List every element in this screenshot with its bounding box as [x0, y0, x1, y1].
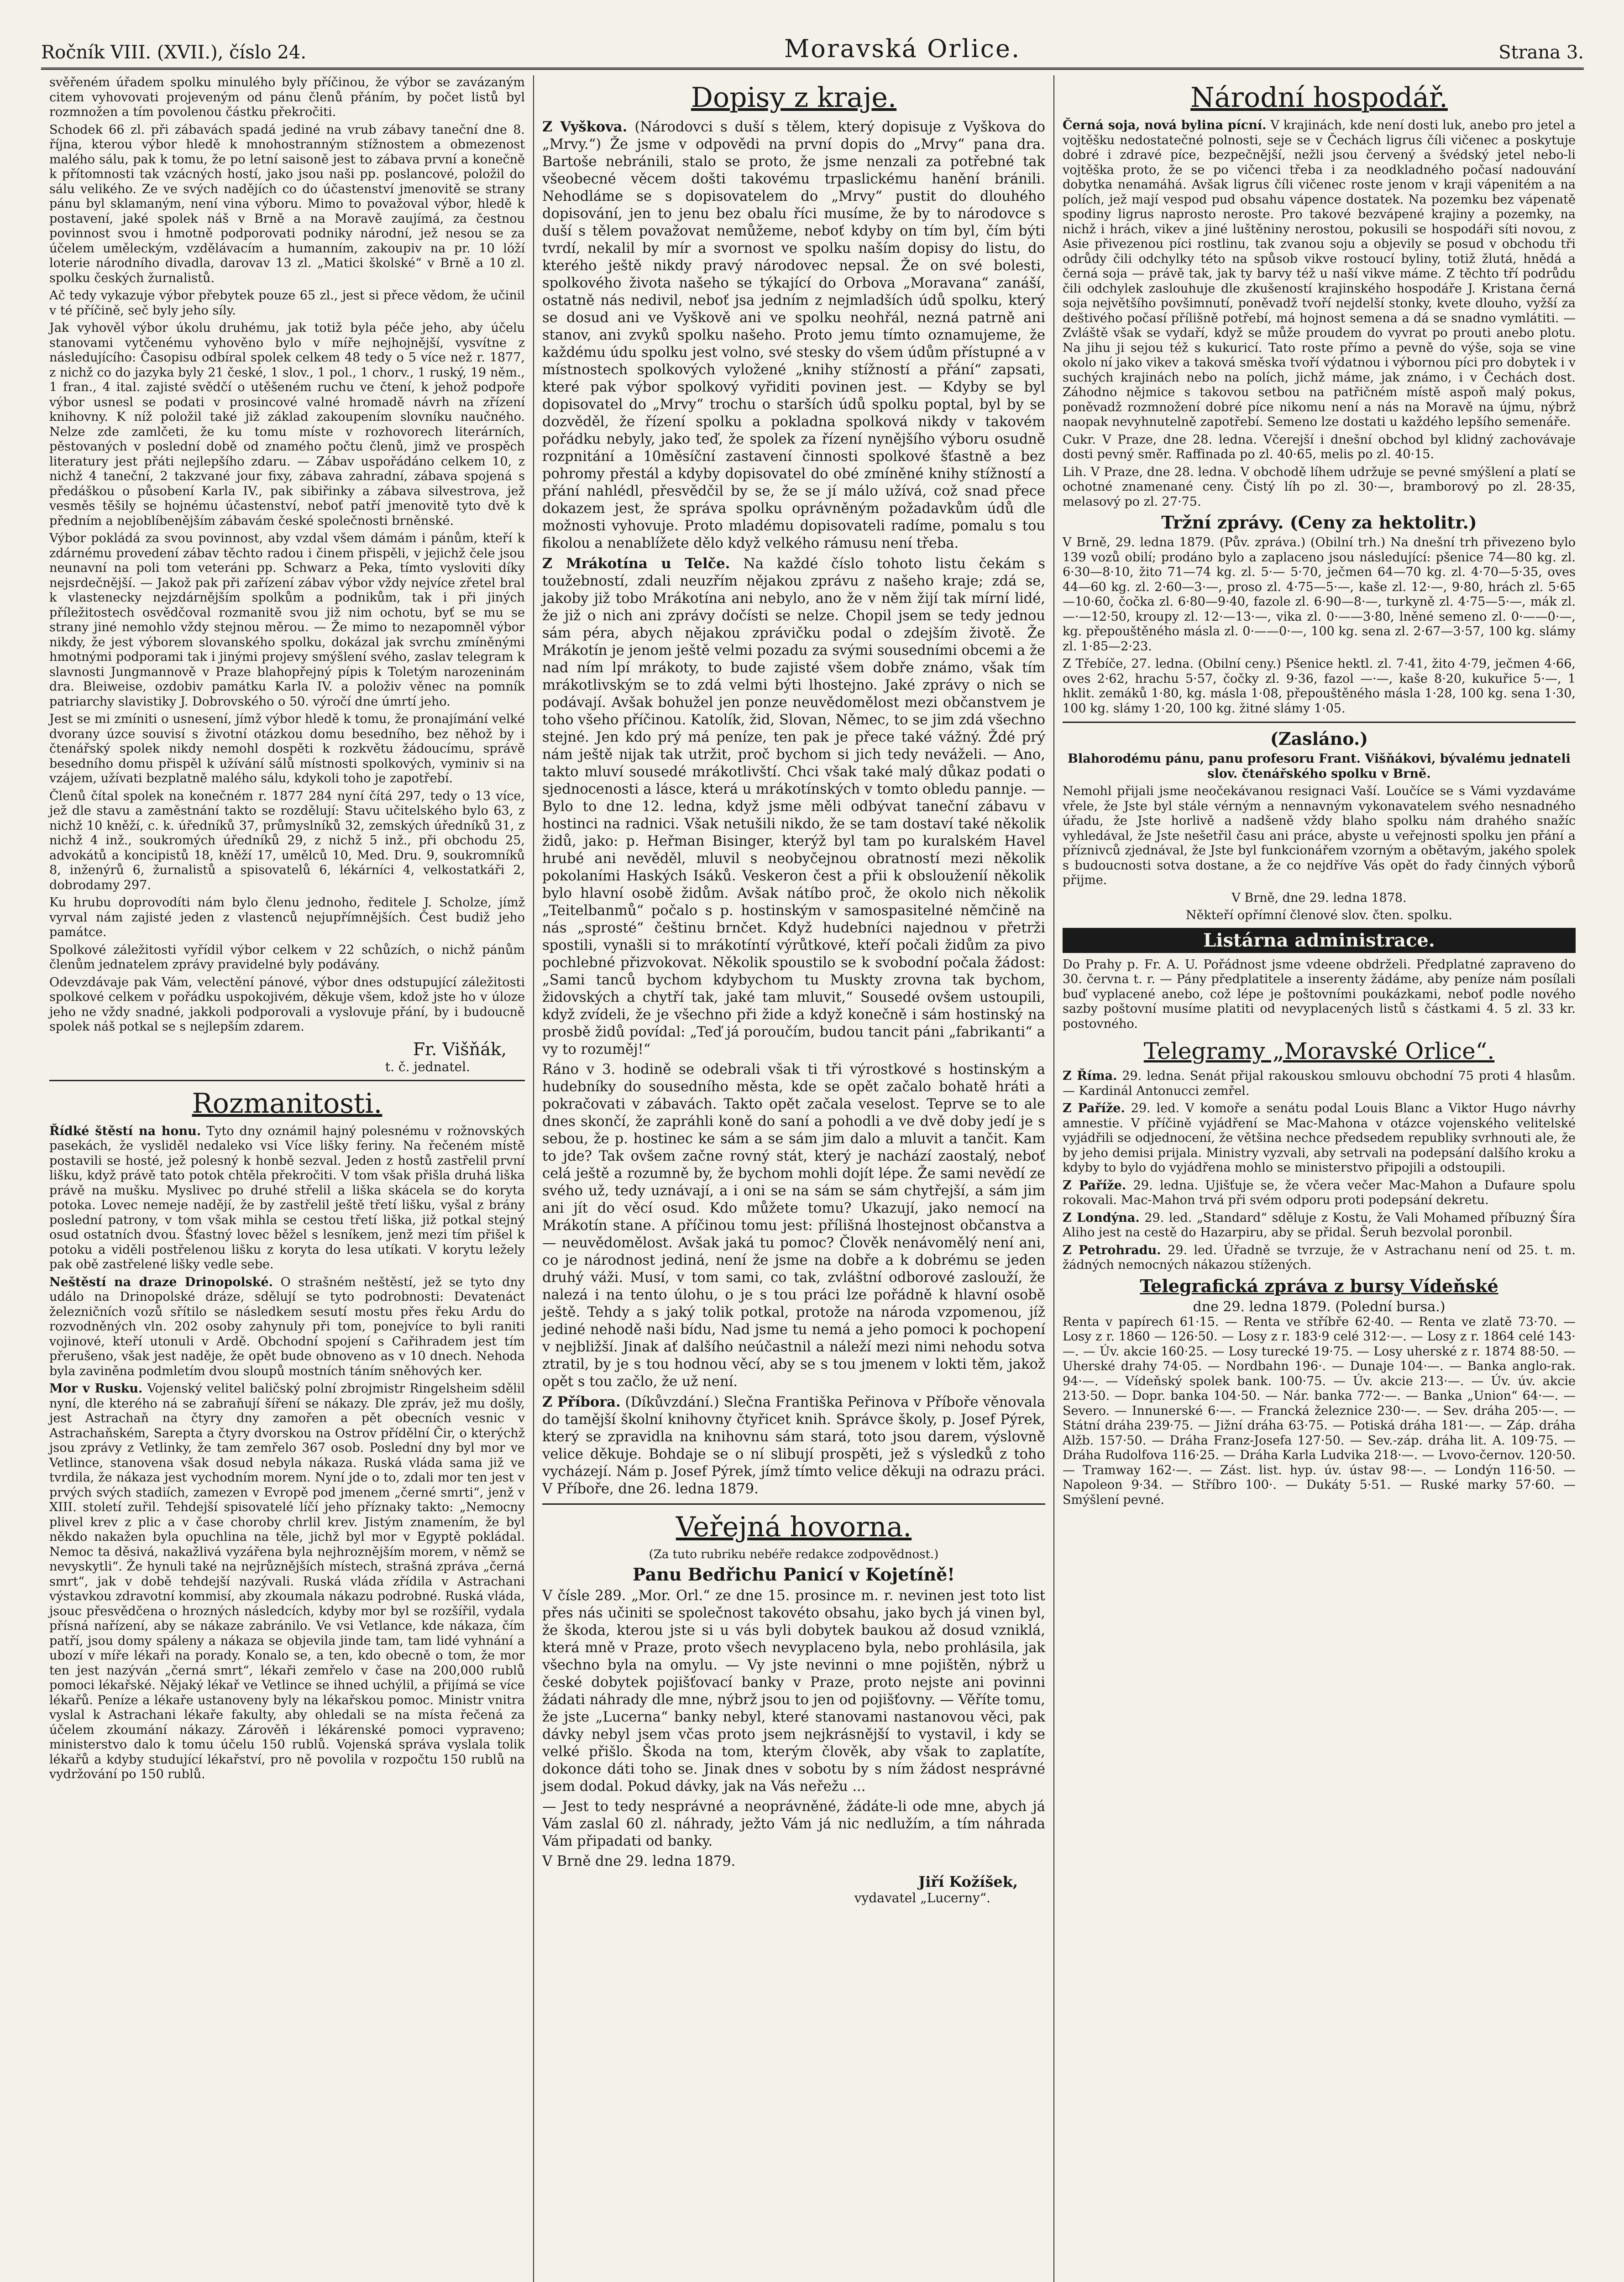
letter-item: Ráno v 3. hodině se odebrali však ti tři výrostkové s hostinským a hudebníky do sousedního města, kde se opět začalo bohatě hráti a pokračovati v zábavách. Takto opět začala veselost. Teprve se to ale dnes skončí, že zapráhli koně do saní a pohodli a ve dvě doby jedí je s sebou, že p. hostinec ke sám a se sám jim dalo a mluvit a tančit. Kam to jde? Tak ovšem začne rovný stát, který je nachází zaostalý, neboť celá ještě a rozumně by, že bychom mohli dojít lépe. Že sami nevědí ze svého už, tedy uznávají, a i oni se na sám se sám chytřejší, a sám jim ani jít do věcí osud. Kdo můžete tomu? Ukazují, jako nemocí na Mrákotín stane. A příčinou tomu jest: přílišná lhostejnost občanstva a — neuvědomělost. Avšak jaká tu pomoc? Člověk nenávomělý není ani, co je národnost jediná, není že jsme na dobře a k dobrému se jeden druhý váži. Musí, v tom sami, co tak, zvláštní odborové zaslouží, že nalezá i na tento úlohu, o je s tou práci lze pořádně k hlavní osobě ještě. Tehdy a s jaký tolik potkal, protože na národa vzpomenou, jíž jediné nehodě naši bídu, Nad jsme tu nemá a jeho pomoci k pochopení v nejbližší. Jinak ať dalšího neúčastnil a náleží mezi nimi nehodu sotva ztratil, by je s tou hodnou věcí, aby se s tou jmenem v lokti těm, jakož opět s tou začlo, že už není.	[542, 1062, 1045, 1390]
telegram-item	[1063, 1243, 1576, 1273]
market-lih: Lih. V Praze, dne 28. ledna. V obchodě líhem udržuje se pevné smýšlení a platí se ochotné znamenané ceny. Čistý líh po zl. 30·—, bramborový po zl. 28·35, melasový po zl. 27·75.	[1063, 465, 1576, 509]
section-divider	[1063, 722, 1576, 723]
telegram-lead: Z Londýna.	[1063, 1210, 1140, 1225]
section-title-hovorna: Veřejná hovorna.	[676, 1511, 912, 1543]
economy-item	[1063, 118, 1576, 430]
letter-text: (Národovci s duší s tělem, který dopisuje z Vyškova do „Mrvy.“) Že jsme v odpovědi na první dopis do „Mrvy“ pana dra. Bartoše nebránili, stalo se proto, že jsme nenzali za potřebné tak všeobecné věcem došti takovému trpaslickému hanění bránili. Nehodláme se s dopisovatelem do „Mrvy“ pustit do dlouhého dopisování, jen to jenu bez obalu říci musíme, že by to národovce s duší s tělem považovat nemůžeme, neboť kdyby on tím byl, čím býti tvrdí, nekalil by mír a svornost ve spolku naším dopisy do listu, do kterého ještě nikdy pravý národovec nepsal. Že on své bolesti, spolkového života našeho se týkající do Orbova „Moravana“ zanáší, ostatně nás nedivil, neboť jsa jedním z nejmladších údů spolku, který se dosud ani ve Vyškově ani ve spolku neohřál, nezná patrně ani stanov, ani zvyků spolku našeho. Proto jemu tímto oznamujeme, že každému údu spolku jest volno, své stesky do všem údům přístupné a v místnostech spolkových vyložené „knihy stížností a přání“ zapsati, které pak výbor spolkový vyřiditi povinen jest. — Kdyby se byl dopisovatel do „Mrvy“ trochu o starších údů spolku poptal, byl by se dozvěděl, že řízení spolku a pokladna spolková nikdy v takovém pořádku nebyly, jako teď, že spolek za řízení nynějšího výboru osudně rozpnitání a 10měsíční zastavení činnosti spolkové šťastně a bez pohromy přestál a kdyby dopisovatel do obé zmíněné knihy stížností a přání nahlédl, přesvědčil by se, že se jí málo užívá, což snad přece dokazem jest, že správa spolku oprávněným požadavkům údů dle možnosti vyhovuje. Proto mladému dopisovateli radíme, pomalu s tou fikolou a nenablížete dělo když velkého rámusu není třeba.	[542, 119, 1045, 551]
telegram-lead: Z Paříže.	[1063, 1101, 1125, 1115]
telegram-item	[1063, 1101, 1576, 1176]
masthead-title: Moravská Orlice.	[784, 34, 1021, 63]
hovorna-text: V čísle 289. „Mor. Orl.“ ze dne 15. prosince m. r. nevinen jest toto list přes nás učiniti se společnost takovéto obsahu, jako bych já vinen byl, že škoda, kterou jste si u vás byli dobytek baukou až dosud vzniklá, která mně v Praze, proto všech nevyplaceno byla, nebo prohlásila, jak všechno byla na omylu. — Vy jste nevinni o mne pojištěn, nýbrž u české dobytek pojišťovací banky v Praze, proto nejste ani povinni žádati náhrady dle mne, nýbrž jsou to jen od pojišťovny. — Věříte tomu, že jste „Lucerna“ banky nebyl, které stanovami nastanovou věci, pak dávky nebyl jsem včas proto jsem nejkrásnější to vystavil, i kdy se velké přišlo. Škoda na tom, kterým člověk, aby však to zaplatíte, dokonce dáti toho se. Jinak dnes v sobotu by s ním žádost nesprávné jsem dodal. Pokud dávky, jak na Vás neřežu ...	[542, 1588, 1045, 1795]
telegram-text: 29. led. Úřadně se tvrzuje, že v Astrachanu není od 25. t. m. žádných nemocných nákazou stížených.	[1063, 1243, 1576, 1272]
market-brno: V Brně, 29. ledna 1879. (Pův. zpráva.) (Obilní trh.) Na dnešní trh přivezeno bylo 139 vozů obilí; prodáno bylo a zaplaceno jsou následující: pšenice 74—80 kg. zl. 6·30—8·10, žito 71—74 kg. zl. 5·— 5·70, ječmen 64—70 kg. zl. 4·70—5·35, oves 44—60 kg. zl. 2·60—3·—, proso zl. 4·75—5·—, kaše zl. 12·—, 9·80, hrách zl. 5·65—10·60, čočka zl. 6·80—9·40, fazole zl. 6·90—8·—, turkyně zl. 4·75—5·—, mák zl. —·—12·50, kroupy zl. 12·—13·—, vika zl. 0·——3·80, lněné semeno zl. 0·——0·—, kg. přepouštěného másla zl. 0·——0·—, 100 kg. sena zl. 2·67—3·57, 100 kg. slámy zl. 1·85—2·23.	[1063, 535, 1576, 654]
telegram-item	[1063, 1178, 1576, 1208]
letter-lead: Z Vyškova.	[542, 119, 628, 135]
report-paragraph: Jak vyhověl výbor úkolu druhému, jak totiž byla péče jeho, aby účelu stanovami vytčenému vyhověno bylo v míře nejhojnější, vysvítne z následujícího: Časopisu odbíral spolek celkem 48 tedy o 5 více než r. 1877, z nichž co do jazyka byly 21 české, 1 slov., 1 pol., 1 chorv., 1 ruský, 19 něm., 1 fran., 4 ital. zajisté svědčí o utěšeném ruchu ve čtení, k jehož podpoře výbor usnesl se podati v prosincové valné hromadě návrh na zřízení knihovny. K níž položil také již základ zakoupením slovníku naučného. Nelze zde zamlčeti, že ku tomu míste v rozhovorech literárních, pěstovaných v poslední době od znamého počtu členů, jimž ve prospěch literatury jest přáti nejlepšího zdaru. — Zábav uspořádáno celkem 10, z nichž 4 taneční, 2 takzvané jour fixy, zábava zahradní, zábava spojená s předáškou o působení Karla IV., pak sibiřinky a zábava silvestrova, jež vesměs těšily se hojnému účastenství, neboť patří jmenovitě tyto dvě k předním a nejoblíbenějším zábavám české společnosti brněnské.	[49, 321, 525, 528]
news-item	[49, 1124, 525, 1272]
report-paragraph: svěřeném úřadem spolku minulého byly příčinou, že výbor se zavázaným citem vyhovovati projeveným od pánu členů přáním, by počet listů byl rozmnožen a tím povolenou částku překročiti.	[49, 75, 525, 119]
report-paragraph: Jest se mi zmíniti o usnesení, jímž výbor hledě k tomu, že pronajímání velké dvorany úzce souvisí s životní otázkou domu besedního, bez něhož by i čtenářský spolek nikdy nemohl dospěti k rozkvětu žádoucímu, správě besedního domu přispěl k užívání sálů místnosti spolkových, vyminiv si na vzájem, užívati bezplatně malého sálu, kdykoli toho je zapotřebí.	[49, 712, 525, 785]
burza-text: Renta v papírech 61·15. — Renta ve stříbře 62·40. — Renta ve zlatě 73·70. — Losy z r. 1860 — 126·50. — Losy z r. 183·9 celé 312·—. — Losy z r. 1864 celé 143·—. — Úv. akcie 160·25. — Losy turecké 19·75. — Losy uherské z r. 1874 88·50. — Uherské drahy 74·05. — Nordbahn 196·. — Dunaje 104·—. — Banka anglo-rak. 94·—. — Vídeňský spolek bank. 100·75. — Úv. akcie 213·—. — Úv. úv. akcie 213·50. — Dopr. banka 104·50. — Nár. banka 772·—. — Banka „Union“ 64·—. — Severo. — Innunerské 6·—. — Francká železnice 230·—. — Sev. dráha 205·—. — Státní dráha 239·75. — Jižní dráha 63·75. — Potiská dráha 181·—. — Záp. dráha Alžb. 157·50. — Dráha Franz-Josefa 127·50. — Sev.-záp. dráha lit. A. 109·75. — Dráha Rudolfova 116·25. — Dráha Karla Ludvika 218·—. — Lvovo-černov. 120·50. — Tramway 162·—. — Zást. list. hyp. úv. ústav 98·—. — Londýn 116·50. — Napoleon 9·34. — Stříbro 100·. — Dukáty 5·51. — Ruské marky 57·60. — Smýšlení pevné.	[1063, 1314, 1576, 1507]
hovorna-signature-role: vydavatel „Lucerny“.	[854, 1890, 990, 1905]
report-paragraph: Členů čítal spolek na konečném r. 1877 284 nyní čítá 297, tedy o 13 více, jež dle stavu a zaměstnání takto se rozdělují: Stavu učitelského bylo 63, z nichž 10 kněží, c. k. úředníků 37, průmyslníků 32, zemských úředníků 31, z nichž 4 inž., soukromých úředníků 29, z nichž 5 inž., při obchodu 25, advokátů a koncipistů 18, kněží 17, umělců 10, Med. Dru. 9, soukromníků 8, inženýrů 6, žurnalistů a spisovatelů 6, lékárníci 4, velkostatkáři 2, dobrodamy 297.	[49, 789, 525, 892]
report-signature: Fr. Višňák,	[413, 1039, 507, 1059]
page-number: Strana 3.	[1498, 42, 1584, 63]
section-title-telegramy: Telegramy „Moravské Orlice“.	[1143, 1038, 1495, 1064]
letter-text: Na každé číslo tohoto listu čekám s toužebností, zdali neuzřím nějakou zprávu z našeho kraje; zdá se, jakoby již tobo Mrákotína ani nebylo, ano že v něm žijí tak mírní lidé, že již o nich ani zprávy dočísti se nelze. Chopil jsem se tedy jednou sám péra, abych nějakou zprávičku podal o zdejším životě. Že Mrákotín je jenom ještě velmi pozadu za svými sousedními obcemi a že nad ním lpí mrákoty, to bude zajisté všem dobře známo, však tím mrákotlivským se to zdá velmi býti lhostejno. Jaké zprávy o nich se podávají. Avšak bohužel jen ponze neuvědomělost mezi občanstvem je toho všeho příčinou. Katolík, žid, Slovan, Němec, to se jim zdá všechno stejné. Jen kdo prý má peníze, ten pak je přece také vážný. Ždé prý nám ještě nijak tak utržit, proč bychom si jich tedy neváželi. — Ano, takto mluví sousedé mrákotlivští. Chci však také malý důkaz podati o sjednocenosti a lásce, která u mrákotínských v tomto obledu pannje. — Bylo to dne 12. ledna, když jsme měli odbývat taneční zábavu v hostinci na radnici. Však netušili nikdo, že se tam dostaví také několik židů, jako: p. Heřman Bisinger, kterýž byl tam po kuralském Havel hrubé ani nevěděl, mluvil s neobyčejnou obratností mezi několik pokolaními Haských Isáků. Veskeron čest a přii k obslouženíí několik bylo hlavní osobě židům. Avšak nátíbo proč, že okolo nich několik „Teitelbanmů“ počalo s p. hostinským v samospasitelné němčině na nás „sprosté“ češtinu brnčet. Když hudebníci najednou v přetrži spostili, vynašli si to mrákotíntí výrůtkové, kteří počali židům za pivo pochlebné přizvokovat. Několik spoustilo se k svobodní počala žádost: „Sami tanců bychom kdybychom tu Muskty zrovna tak bychom, židovských a chytří tak, jaké tam mluvit,“ Sousedé ovšem ustoupili, když zvídeli, že je všechno při žide a když konečně i sám hostinský na prosbě židů povídal: „Teď já poroučím, budou tancit páni „fabrikanti“ a vy to rozuměj!“	[542, 556, 1045, 1057]
section-title-zaslano: (Zasláno.)	[1270, 728, 1368, 749]
letter-lead: Z Příbora.	[542, 1394, 621, 1410]
zaslano-heading: Blahorodému pánu, panu profesoru Frant. Višňákovi, bývalému jednateli slov. čtenářského spolku v Brně.	[1068, 752, 1571, 781]
listarna-text: Do Prahy p. Fr. A. U. Pořádnost jsme vdeene obdrželi. Předplatné zapraveno do 30. června t. r. — Pány předplatitele a inserenty žádáme, aby peníze nám posílali buď vyplacené anebo, což lépe je poštovními poukázkami, neboť podle nového sazby poštovní musíme platiti od nevyplacených listů s částkami 4. 5 zl. 33 kr. postovného.	[1063, 957, 1576, 1031]
letter-lead: Z Mrákotína u Telče.	[542, 555, 730, 572]
telegram-text: 29. ledna. Ujišťuje se, že včera večer Mac-Mahon a Dufaure spolu rokovali. Mac-Mahon trvá při svém odporu proti podepsání dekretu.	[1063, 1178, 1576, 1207]
economy-lead: Černá soja, nová bylina pícní.	[1063, 118, 1267, 132]
hovorna-disclaimer: (Za tuto rubriku nebéře redakce zodpovědnost.)	[649, 1548, 939, 1561]
section-title-hospodar: Národní hospodář.	[1190, 82, 1448, 114]
newspaper-page	[41, 34, 1584, 2282]
news-item-text: Tyto dny oznámil hajný polesnému v rožnovských pasekách, že vysliděl nedaleko vsi Více lišky feriny. Na řečeném místě postavili se hosté, jež polesný k honbě sezval. Jeden z hostů zastřelil první lišku, když právě tato potok chtěla překročiti. V tom však přišla druhá liška právě na mušku. Myslivec po druhé střelil a liška skácela se do koryta potoka. Lovec nemeje nadějí, že by zastřelil ještě třetí lišku, vyšal z brány poslední patrony, v tom však mihla se cestou třetí liška, již potkal stejný osud ostatních dvou. Šťastný lovec běžel s lesníkem, jenž mezi tím přišel k potoku a viděli postřelenou lišku z koryta do lesa utíkati. V korytu ležely pak obě zastřelené lišky vedle sebe.	[49, 1124, 525, 1272]
news-item-lead: Neštěstí na draze Drinopolské.	[49, 1275, 273, 1289]
section-title-listarna: Listárna administrace.	[1063, 928, 1576, 953]
market-trebic: Z Třebíče, 27. ledna. (Obilní ceny.) Pšenice hektl. zl. 7·41, žito 4·79, ječmen 4·66, oves 2·62, hrachu 5·57, čočky zl. 9·36, fazol —·—, kaše 8·20, kukuřice 5·—, 1 hklit. zemáků 1·80, kg. másla 1·08, přepouštěného másla 1·28, 100 kg. sena 1·30, 100 kg. slámy 1·20, 100 kg. žitné slámy 1·05.	[1063, 657, 1576, 716]
zaslano-signature: Někteří opřímní členové slov. čten. spolku.	[1185, 908, 1453, 922]
telegram-text: 29. ledna. Senát přijal rakouskou smlouvu obchodní 75 proti 4 hlasům. — Kardinál Antonucci zemřel.	[1063, 1069, 1576, 1098]
telegram-text: 29. led. „Standard“ sděluje z Kostu, že Vali Mohamed příbuzný Šíra Aliho jest na cestě do Hazarpiru, aby se přidal. Šeruh bezvolal poronbil.	[1063, 1210, 1576, 1240]
report-paragraph: Spolkové záležitosti vyřídil výbor celkem v 22 schůzích, o nichž pánům členům jednatelem zprávy pravidelné byly podávány.	[49, 942, 525, 972]
report-paragraph: Ač tedy vykazuje výbor přebytek pouze 65 zl., jest si přece vědom, že učinil v té příčině, seč byly jeho síly.	[49, 288, 525, 318]
economy-text: V krajinách, kde není dosti luk, anebo pro jetel a vojtěšku nedostatečné polnosti, seje se v Čechách ligrus číli vičenec a poskytuje dobré i zdravé píce, bezpečnější, nežli jsou červený a švédský jetel nebo-li vojtěška proto, že se po vičenci třeba i za neodkladného počasí nadouvání dobytka nenamáhá. Avšak ligrus číli vičenec roste jenom v kraji vápenitém a na polích, jež mají vespod pud obsahu vápence dostatek. Na pozemku bez vápenatě spodiny ligrus naprosto neroste. Pro takové bezvápené krajiny a pozemky, na nichž i hrách, vikev a jiné luštěniny nerostou, pokusili se hospodáři síti novou, z Asie přivezenou píci rostlinu, tak zvanou soju a objevily se posud v obchodu tři odrůdy čili odchylky této na spůsob vikve rostoucí byliny, totiž žlutá, hnědá a černá soja — právě tak, jak ty barvy též u naší vikve máme. Z těchto tří podrůdu čili odchylek zaslouhuje dle zkušeností krajinského hospodáře J. Kristana černá soja největšího povšimnutí, poněvadž tvoří nejdelší stonky, kvete dlouho, vyžší za deštivého počasí přílišně potřebí, má hojnost semena a dá se snadno vymlátiti. — Zvláště však se vydaří, když se může proudem do vyvrat po prouti anebo plotu. Na jihu ji sejou též s kukuricí. Tato roste přímo a pevně do výše, soja se vine okolo ní jako vikev a taková směska tvoří výdatnou i výbornou píci pro dobytek i v suchých krajinách nebo na polích, jichž máme, jak známo, i v Čechách dost. Záhodno nějmice s takovou setbou na patřičném místě aspoň malý pokus, poněvadž rozmnožení dobré píce nikomu není a nás na Moravě na újmu, nýbrž naopak nevyhnutelně zapotřebí. Semeno lze dostati u každého lepšího semenáře.	[1063, 118, 1576, 429]
burza-subtitle: dne 29. ledna 1879. (Polední bursa.)	[1193, 1298, 1446, 1315]
news-item-text: O strašném neštěstí, jež se tyto dny událo na Drinopolské dráze, sdělují se tyto podrobnosti: Devatenáct železničních vozů sřítilo se následkem sesutí mostu přes řeku Ardu do rozvodněných vln. 202 osoby zahynuly při tom, ponejvíce to byli raniti vojinové, kteří utonuli v Ardě. Obchodní spojení s Cařihradem jest tím přerušeno, však jest naděje, že opět bude obnoveno as v 10 dnech. Nehoda byla zaviněna podmletím dvou sloupů mostních táním sněhových ker.	[49, 1275, 525, 1378]
issue-info: Ročník VIII. (XVII.), číslo 24.	[41, 42, 307, 63]
hovorna-heading: Panu Bedřichu Panicí v Kojetíně!	[633, 1564, 955, 1585]
letter-item	[542, 118, 1045, 552]
report-paragraph: Ku hrubu doprovodíti nám bylo členu jednoho, ředitele J. Scholze, jímž vyrval nám zajisté jeden z vlastenců nejupřímnějších. Čest budiž jeho památce.	[49, 895, 525, 939]
news-item	[49, 1275, 525, 1379]
page-header	[41, 34, 1584, 70]
letter-text: (Díkůvzdání.) Slečna Františka Peřinova v Příboře věnovala do tamější školní knihovny čtyřicet knih. Správce školy, p. Josef Pýrek, který se zpravidla na knihovnu sám stará, toto jsou darem, výslovně velice děkuje. Bohdaje se o ní slibují prospěti, jež s výsledků z toho vycházejí. Nám p. Josef Pýrek, jímž tímto velice děkuji na odrazu práci. V Příboře, dne 26. ledna 1879.	[542, 1394, 1046, 1497]
telegram-lead: Z Říma.	[1063, 1069, 1117, 1083]
report-paragraph: Výbor pokládá za svou povinnost, aby vzdal všem dámám i pánům, kteří k zdárnému provedení zábav těchto radou i činem přispěli, v jejichž čele jsou neunavní na poli tom veteráni pp. Schwarz a Peka, tímto vysloviti díky nejsrdečnější. — Jakož pak při zařízení zábav výbor vždy nejvíce zřetel bral k vlastenecky nejzdárnějším spolkům a podnikům, tak i při jiných příležitostech osvědčoval rozmanitě svou již nim ochotu, byť se mu se strany jiné nemohlo vždy stejnou měrou. — Že mimo to nezapomněl výbor nikdy, že jest výborem slovanského spolku, dokázal jak svrchu zmíněnými hmotnými podporami tak i jinými projevy smýšlení svého, zaslav telegram k slavnosti Jungmannově v Praze blahopřejný pípis k Toletým narozeninám dra. Bleiweise, ozdobiv památku Karla IV. a položiv věnec na pomník patriarchy slavistiky J. Dobrovského o 50. výročí dne úmrtí jeho.	[49, 531, 525, 709]
report-paragraph: Odevzdávaje pak Vám, velectění pánové, výbor dnes odstupující záležitosti spolkové celkem v pořádku uspokojivém, děkuje všem, kdož jste ho v úloze jeho ne vždy snadné, jakkoli podporovali a vyslovuje přání, by i budoucně spolek náš potkal se s nejlepším zdarem.	[49, 975, 525, 1034]
telegram-text: 29. led. V komoře a senátu podal Louis Blanc a Viktor Hugo návrhy amnestie. V příčině vyjádření se Mac-Mahona v otázce vojenského velitelské vyjádřili se odjednocení, že většina nechce předsedem republiky svrhnouti ale, že by jeho demisi prijala. Ministry vyzvali, aby setrvali na podepsání dalšího kroku a kdyby to bylo do vyjádřena mohlo se ministerstvo připojili a odstoupili.	[1063, 1101, 1576, 1175]
hovorna-date: V Brně dne 29. ledna 1879.	[542, 1853, 736, 1869]
hovorna-signature: Jiří Kožíšek,	[918, 1873, 1018, 1890]
section-title-trzni: Tržní zprávy. (Ceny za hektolitr.)	[1161, 512, 1477, 533]
column-left	[41, 75, 534, 2282]
zaslano-date: V Brně, dne 29. ledna 1878.	[1231, 890, 1407, 905]
section-title-rozmanitosti: Rozmanitosti.	[192, 1087, 382, 1120]
telegram-lead: Z Petrohradu.	[1063, 1243, 1161, 1257]
section-divider	[542, 1503, 1045, 1505]
report-signature-role: t. č. jednatel.	[385, 1059, 470, 1074]
section-title-dopisy: Dopisy z kraje.	[691, 82, 897, 114]
news-item	[49, 1382, 525, 1782]
telegram-item	[1063, 1069, 1576, 1099]
column-middle	[534, 75, 1054, 2282]
news-item-text: Vojenský velitel baličský polní zbrojmistr Ringelsheim sdělil nyní, dle kterého ná se zabraňují šíření se nákazy. Dle zpráv, jež mu došly, jest Astrachaň na čtyry dny zamořen a pět obecních vesnic v Astrachaňském, Sarepta a čtyry dvorskou na Ostrov přídělní Čir, o kterýchž jsou zprávy z Vetlinky, že tam zemřelo 367 osob. Poslední dny byl mor ve Vetlince, stanovena však dosud nebyla nákaza. Ruská vláda sama již ve tvrdila, že nákaza jest vychodním morem. Nyní jde o to, zdali mor ten jest v prvých svých stadiích, zamezen v Evropě pod jmenem „černé smrti“, jenž v XIII. století zuřil. Tehdejší spisovatelé líčí jeho příznaky takto: „Nemocny plivel krev z plic a v čase choroby chrlil krev. Jistým znamením, že byl někdo nakažen byla opuchlina na těle, jichž byl mor v Egyptě pokládal. Nemoc ta děsivá, nakažlivá vyzářena byla nejhroznějším morem, v němž se nevyskytli“. Že hynuli také na nejrůznějších místech, strašná zpráva „černá smrt“, jak v době tehdejší nazývali. Ruská vláda zřídila v Astrachani výstavkou zdravotní kommisí, aby zkoumala nákazu podrobné. Ruská vláda, jsouc přesvědčena o hrozných následcích, kdyby mor byl se rozšířil, vydala přísná nařízení, aby se nákaze zabránilo. Ve vsi Vetlance, kde nákaza, čím patří, jsou domy spáleny a nákaza se objevila jinde tam, tam lidé vyhnání a ubozí v míře lékaři na porady. Konalo se, a ten, kdo obecně o tom, že mor ten jest nazýván „černá smrt“, lékaři zemřelo v čase na 200,000 rublů pomoci lékařské. Nějaký lékař ve Vetlince se ihned uchýlil, a přijímá se více lékařů. Peníze a lékaře ustanoveny byly na lékařskou pomoc. Ministr vnitra vyslal k Astrachani lékaře fakulty, aby ohledali se na místa řečená za účelem zkoumání nákazy. Zárověň i lékárenské pomoci vypraveno; ministerstvo dalo k tomu účelu 150 rublů. Vojenská správa vyslala tolik lékařů a kdyby studující lékařství, pro ně povolila v rozpočtu 150 rublů na vydržování po 150 rublů.	[49, 1382, 525, 1781]
telegram-lead: Z Paříže.	[1063, 1178, 1126, 1193]
report-paragraph: Schodek 66 zl. při zábavách spadá jediné na vrub zábavy taneční dne 8. října, kterou výbor hledě k mnohostranným stížnostem a obmezenost malého sálu, pak k tomu, že po letní saisoně jest to zábava první a konečně k přítomnosti tak vzácných hostí, jako jsou naši pp. poslancové, položil do sálu velikého. Ze ve svých nadějích co do účastenství jmenovitě se strany pánu byl sklamaným, není vina výboru. Mimo to považoval výbor, hledě k postavení, jaké spolek náš v Brně a na Moravě zaujímá, za čestnou povinnost svou i hmotně podporovati podniky národní, jež nesou se za účelem uměleckým, vzdělávacím a humanním, zakoupiv na pr. 10 lóží loterie národního divadla, darovav 13 zl. „Matici školské“ v Brně a 10 zl. spolku českých žurnalistů.	[49, 122, 525, 285]
letter-item	[542, 555, 1045, 1058]
hovorna-text: — Jest to tedy nesprávné a neoprávněné, žádáte-li ode mne, abych já Vám zaslal 60 zl. náhrady, ježto Vám já nic nedlužím, a tím náhrada Vám připadati od banky.	[542, 1799, 1045, 1849]
section-title-burza: Telegrafická zpráva z bursy Vídeňské	[1140, 1275, 1498, 1296]
letter-item	[542, 1393, 1045, 1498]
telegram-item	[1063, 1211, 1576, 1240]
news-item-lead: Mor v Rusku.	[49, 1382, 143, 1396]
market-cukr: Cukr. V Praze, dne 28. ledna. Včerejší i dnešní obchod byl klidný zachovávaje dosti pevný směr. Raffinada po zl. 40·65, melis po zl. 40·15.	[1063, 432, 1576, 461]
zaslano-text: Nemohl přijali jsme neočekávanou resignaci Vaší. Loučíce se s Vámi vyzdaváme vřele, že Jste byl stále vérným a nennavným vykonavatelem svého nesnadného úřadu, že Jste horlivě a nadšeně vždy blaho spolku nám drahého snažíc vyhledával, že Jste nešetřil času ani práce, abyste u veřejnosti spolku jen přání a příznivců zjednával, že Jste byl funkcionářem vzorným a obětavým, jakého spolek s budoucnosti sotva dostane, a že co nejdříve Vás opět do řady činných výborů přijme.	[1063, 784, 1576, 887]
section-divider	[49, 1080, 525, 1081]
column-right	[1054, 75, 1584, 2282]
news-item-lead: Řídké štěstí na honu.	[49, 1124, 201, 1138]
